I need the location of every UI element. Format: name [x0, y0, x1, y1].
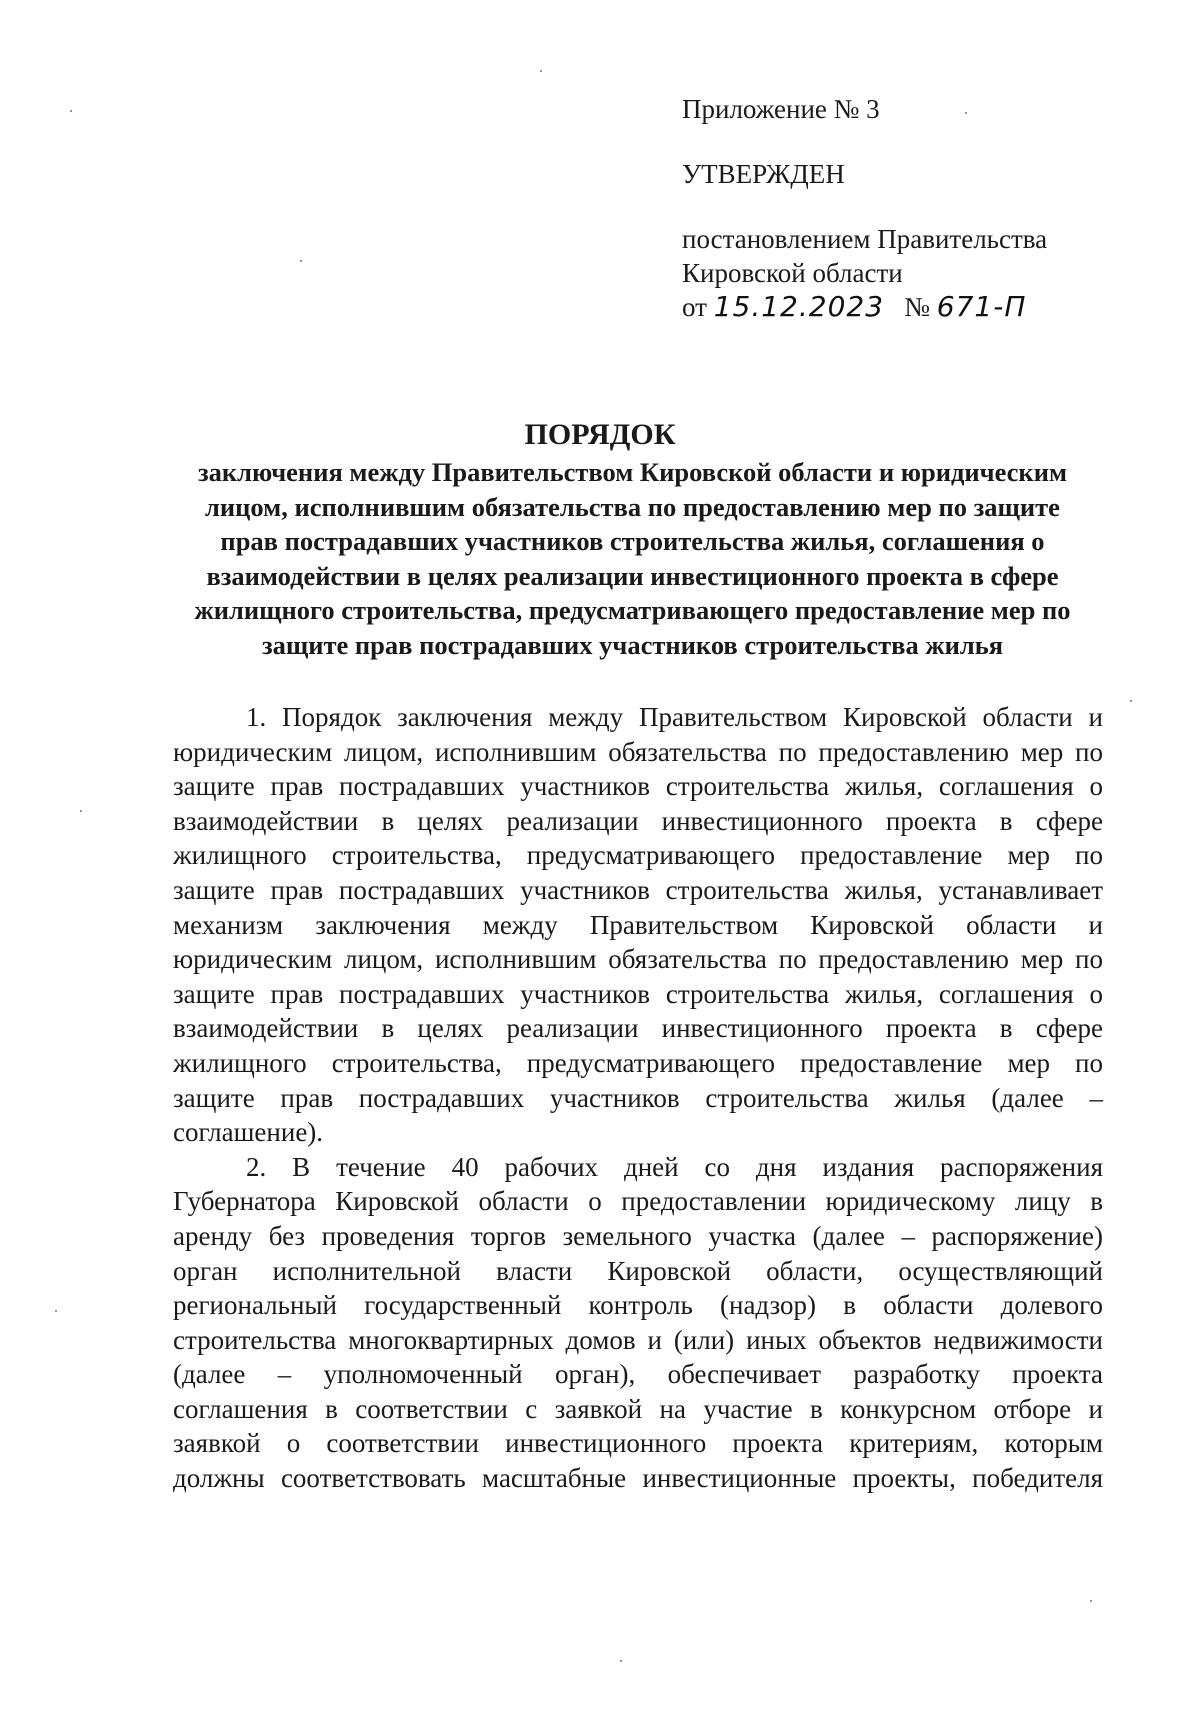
document-title: ПОРЯДОК — [524, 418, 676, 451]
subtitle-line: жилищного строительства, предусматривающего предоставление мер по — [194, 595, 1071, 625]
subtitle-line: заключения между Правительством Кировской области и юридическим — [197, 457, 1068, 487]
resolution-line-1: постановлением Правительства — [682, 224, 1048, 254]
scan-speck — [55, 1310, 57, 1312]
resolution-date-line — [682, 290, 1152, 324]
approved-text: УТВЕРЖДЕН — [682, 159, 845, 189]
body-line: региональный государственный контроль (надзор) в области долевого — [173, 1290, 1103, 1321]
body-line: соглашение). — [173, 1117, 324, 1148]
body-line: 1. Порядок заключения между Правительством Кировской области и — [246, 702, 1103, 732]
subtitle-line: защите прав пострадавших участников строительства жилья — [261, 629, 1004, 660]
body-line: строительства многоквартирных домов и (или) иных объектов недвижимости — [173, 1324, 1103, 1355]
body-line: должны соответствовать масштабные инвестиционные проекты, победителя — [173, 1463, 1103, 1494]
scan-speck — [1130, 700, 1132, 702]
scan-speck — [1090, 1600, 1092, 1602]
body-line: защите прав пострадавших участников строительства жилья, устанавливает — [173, 874, 1103, 905]
scan-speck — [965, 112, 967, 114]
body-line: взаимодействии в целях реализации инвестиционного проекта в сфере — [173, 1013, 1103, 1044]
handwritten-date: 15.12.2023 — [713, 290, 885, 323]
document-subtitle — [160, 455, 1105, 662]
scan-speck — [620, 1660, 622, 1662]
subtitle-line: прав пострадавших участников строительства жилья, соглашения о — [220, 526, 1045, 556]
body-line: защите прав пострадавших участников строительства жилья, соглашения о — [173, 978, 1103, 1009]
body-line: жилищного строительства, предусматривающего предоставление мер по — [173, 1047, 1103, 1078]
paragraph-1 — [173, 700, 1103, 1150]
body-line: защите прав пострадавших участников строительства жилья, соглашения о — [173, 771, 1103, 802]
scan-speck — [80, 810, 82, 812]
body-line: орган исполнительной власти Кировской области, осуществляющий — [173, 1255, 1103, 1286]
handwritten-number: 671-П — [936, 290, 1027, 323]
body-line: юридическим лицом, исполнившим обязательства по предоставлению мер по — [173, 736, 1103, 767]
body-line: юридическим лицом, исполнившим обязательства по предоставлению мер по — [173, 944, 1103, 975]
body-line: соглашения в соответствии с заявкой на участие в конкурсном отборе и — [173, 1393, 1103, 1424]
body-line: взаимодействии в целях реализации инвестиционного проекта в сфере — [173, 805, 1103, 836]
body-line: жилищного строительства, предусматривающего предоставление мер по — [173, 840, 1103, 871]
body-line: аренду без проведения торгов земельного участка (далее – распоряжение) — [173, 1220, 1103, 1251]
document-body — [173, 700, 1103, 1496]
appendix-label — [682, 92, 1152, 126]
body-line: защите прав пострадавших участников строительства жилья (далее – — [173, 1082, 1103, 1113]
subtitle-line: лицом, исполнившим обязательства по предоставлению мер по защите — [205, 491, 1060, 522]
body-line: (далее – уполномоченный орган), обеспечивает разработку проекта — [173, 1359, 1103, 1390]
scan-speck — [300, 260, 302, 262]
date-prefix: от — [682, 292, 707, 322]
number-prefix: № — [904, 292, 931, 322]
paragraph-2 — [173, 1150, 1103, 1496]
approved-label — [682, 157, 1152, 191]
subtitle-line: взаимодействии в целях реализации инвестиционного проекта в сфере — [206, 560, 1059, 591]
scan-speck — [540, 70, 542, 72]
body-line: Губернатора Кировской области о предоставлении юридическому лицу в — [173, 1186, 1103, 1217]
body-line: заявкой о соответствии инвестиционного проекта критериям, которым — [173, 1428, 1103, 1459]
body-line: 2. В течение 40 рабочих дней со дня издания распоряжения — [246, 1151, 1103, 1182]
resolution-block — [682, 222, 1152, 324]
scan-speck — [70, 110, 72, 112]
body-line: механизм заключения между Правительством Кировской области и — [173, 909, 1103, 940]
resolution-line-2: Кировской области — [682, 258, 903, 288]
appendix-text: Приложение № 3 — [682, 94, 880, 124]
